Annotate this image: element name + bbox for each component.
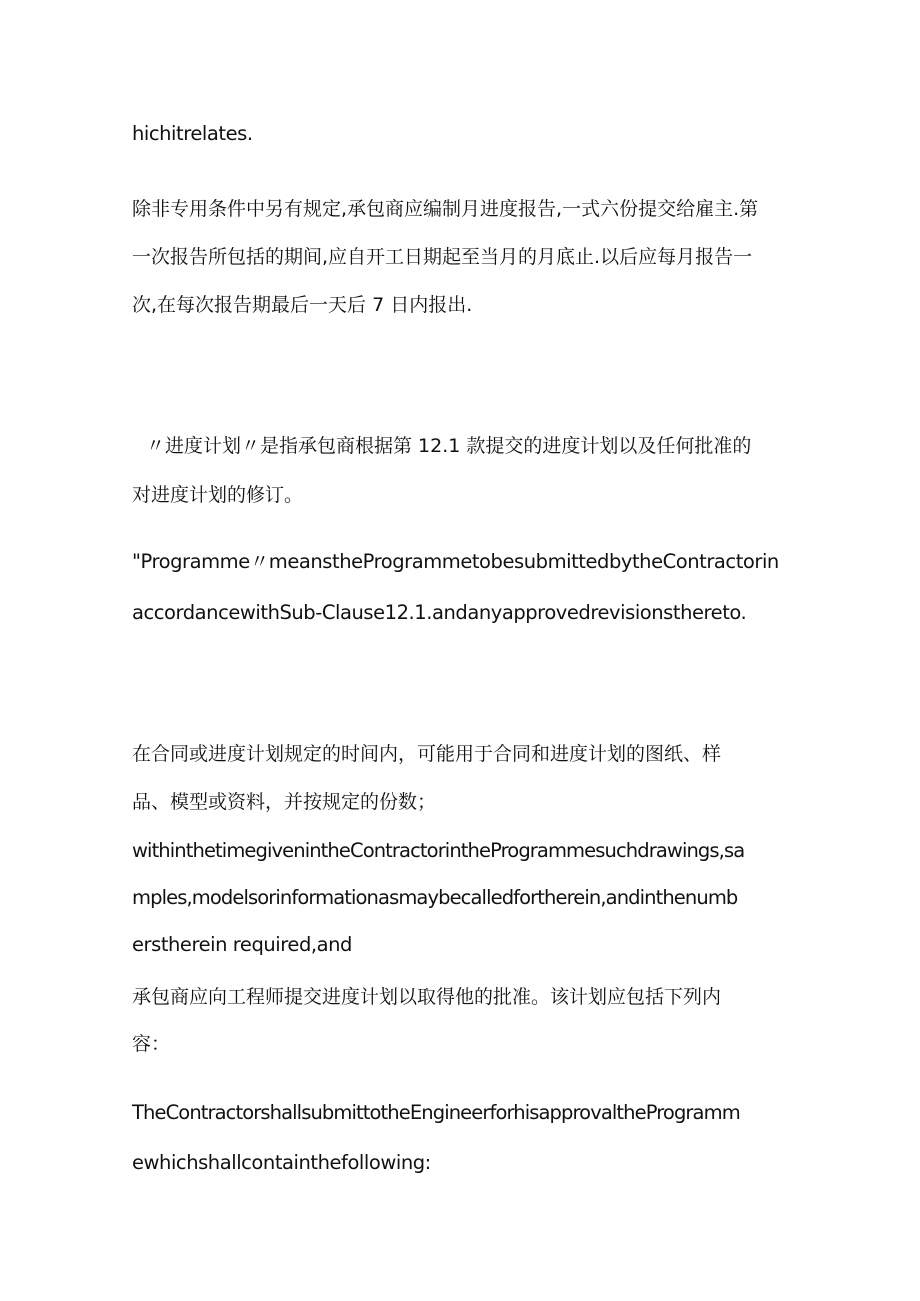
- text-line-8: accordancewithSub-Clause12.1.andanyapprovedrevisionsthereto.: [132, 601, 747, 624]
- text-line-16: TheContractorshallsubmittotheEngineerforhisapprovaltheProgramm: [132, 1101, 740, 1124]
- text-line-4: 次,在每次报告期最后一天后 7 日内报出.: [132, 294, 473, 316]
- text-line-3: 一次报告所包括的期间,应自开工日期起至当月的月底止.以后应每月报告一: [132, 246, 753, 268]
- text-line-15: 容：: [132, 1033, 171, 1055]
- text-line-6: 对进度计划的修订。: [132, 484, 304, 506]
- text-line-10: 品、模型或资料，并按规定的份数；: [132, 791, 437, 813]
- text-line-1: hichitrelates.: [132, 122, 253, 145]
- text-line-17: ewhichshallcontainthefollowing:: [132, 1151, 431, 1174]
- text-line-2: 除非专用条件中另有规定,承包商应编制月进度报告,一式六份提交给雇主.第: [132, 198, 759, 220]
- text-line-14: 承包商应向工程师提交进度计划以取得他的批准。该计划应包括下列内: [132, 986, 722, 1008]
- text-line-13: erstherein required,and: [132, 933, 352, 956]
- text-line-9: 在合同或进度计划规定的时间内，可能用于合同和进度计划的图纸、样: [132, 743, 722, 765]
- text-line-7: "Programme〃meanstheProgrammetobesubmittedbytheContractorin: [132, 550, 779, 573]
- text-line-12: mples,modelsorinformationasmaybecalledfortherein,andinthenumb: [132, 886, 738, 909]
- text-line-5: 〃进度计划〃是指承包商根据第 12.1 款提交的进度计划以及任何批准的: [146, 435, 752, 457]
- text-line-11: withinthetimegivenintheContractorintheProgrammesuchdrawings,sa: [132, 839, 745, 862]
